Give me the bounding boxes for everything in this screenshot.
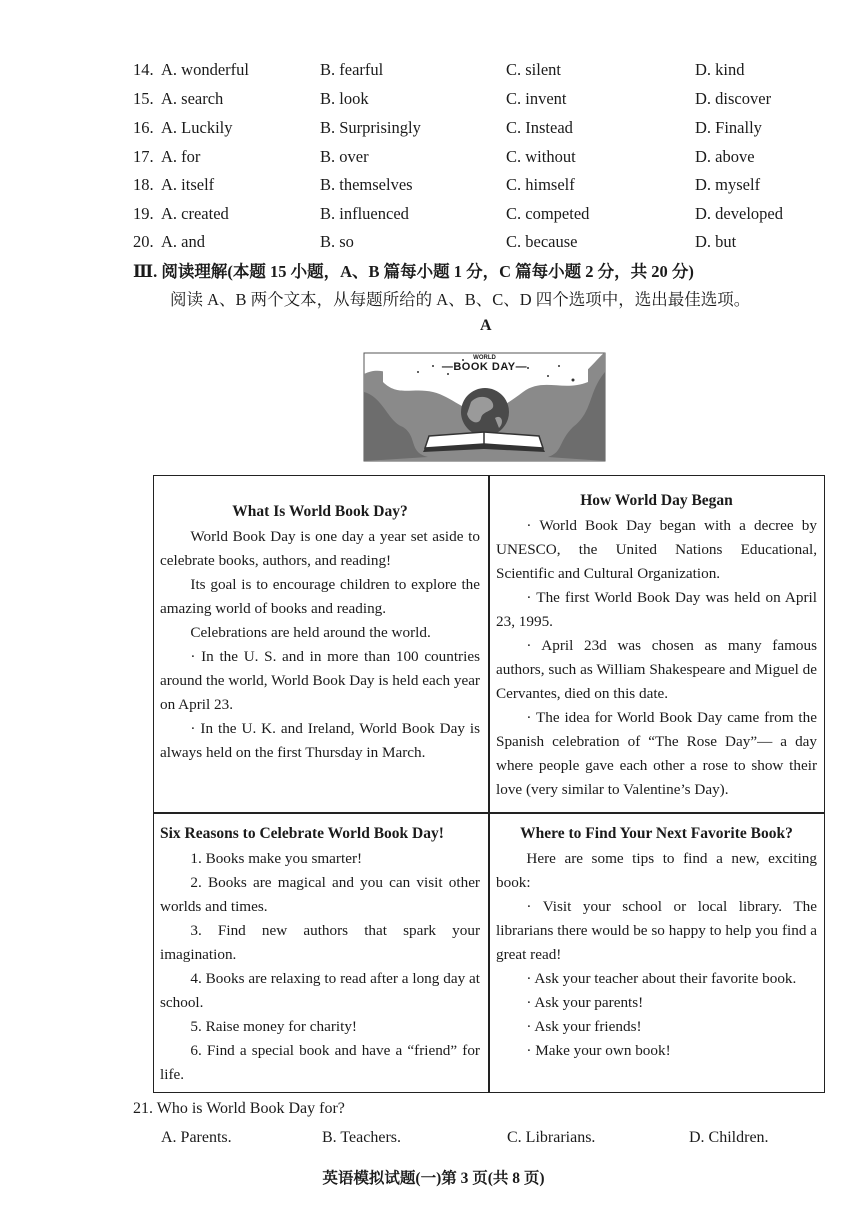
option-a-text: A. search: [161, 89, 224, 108]
question-option-b: B. Teachers.: [322, 1129, 401, 1146]
option-d: D. above: [695, 147, 755, 166]
page-footer: 英语模拟试题(一)第 3 页(共 8 页): [322, 1170, 545, 1187]
bullet: · In the U. S. and in more than 100 countries around the world, World Book Day is held each year on April 23.: [160, 648, 480, 713]
cell-title: What Is World Book Day?: [232, 503, 408, 520]
option-d: D. developed: [695, 204, 783, 223]
option-a-text: A. created: [161, 204, 229, 223]
bullet: · April 23d was chosen as many famous authors, such as William Shakespeare and Miguel de Cervantes, died on this date.: [496, 637, 817, 702]
option-a: 19.: [133, 204, 154, 223]
banner-title: [363, 352, 606, 373]
option-b: B. look: [320, 89, 369, 108]
list-item: 5. Raise money for charity!: [190, 1018, 357, 1035]
list-item: 4. Books are relaxing to read after a long day at school.: [160, 970, 480, 1011]
part-label: A: [480, 317, 492, 334]
section-instruction: 阅读 A、B 两个文本，从每题所给的 A、B、C、D 四个选项中，选出最佳选项。: [170, 290, 751, 309]
list-item: · Ask your teacher about their favorite book.: [526, 970, 797, 987]
option-c: C. silent: [506, 60, 562, 79]
question-stem: 21. Who is World Book Day for?: [133, 1100, 345, 1117]
list-item: · Ask your friends!: [526, 1018, 642, 1035]
question-option-c: C. Librarians.: [507, 1129, 596, 1146]
option-b: B. fearful: [320, 60, 384, 79]
list-item: 6. Find a special book and have a “friend” for life.: [160, 1042, 480, 1083]
question-option-a: A. Parents.: [161, 1129, 232, 1146]
list-item: 3. Find new authors that spark your imagination.: [160, 922, 480, 963]
option-c: C. himself: [506, 175, 575, 194]
option-d: D. myself: [695, 175, 761, 194]
world-book-day-banner: [363, 352, 606, 462]
option-a: 16.: [133, 118, 154, 137]
table-vertical-divider: [488, 475, 490, 1093]
option-b: B. Surprisingly: [320, 118, 421, 137]
list-item: · Visit your school or local library. The librarians there would be so happy to help you find a great read!: [496, 898, 817, 963]
option-a: 15.: [133, 89, 154, 108]
option-a-text: A. for: [161, 147, 201, 166]
paragraph: Its goal is to encourage children to explore the amazing world of books and reading.: [160, 576, 480, 617]
cell-title: How World Day Began: [580, 492, 733, 509]
section-heading: Ⅲ. 阅读理解(本题 15 小题，A、B 篇每小题 1 分，C 篇每小题 2 分，共 20 分): [133, 262, 694, 281]
option-a: 18.: [133, 175, 154, 194]
banner-big-text: —BOOK DAY—: [441, 361, 528, 373]
bullet: · In the U. K. and Ireland, World Book Day is always held on the first Thursday in March.: [160, 720, 480, 761]
option-d: D. kind: [695, 60, 745, 79]
option-b: B. over: [320, 147, 369, 166]
option-c: C. without: [506, 147, 576, 166]
paragraph: World Book Day is one day a year set aside to celebrate books, authors, and reading!: [160, 528, 480, 569]
option-b: B. themselves: [320, 175, 413, 194]
option-c: C. Instead: [506, 118, 573, 137]
paragraph: Here are some tips to find a new, exciting book:: [496, 850, 817, 891]
cell-title: Where to Find Your Next Favorite Book?: [520, 825, 793, 842]
cell-how-began: [496, 489, 817, 802]
bullet: · World Book Day began with a decree by UNESCO, the United Nations Educational, Scientific and Cultural Organization.: [496, 517, 817, 582]
option-a-text: A. and: [161, 232, 205, 251]
option-a: 17.: [133, 147, 154, 166]
option-a-text: A. itself: [161, 175, 215, 194]
table-horizontal-divider: [153, 812, 825, 814]
option-row-17: [0, 147, 867, 175]
option-row-20: [0, 232, 867, 260]
option-a-text: A. wonderful: [161, 60, 249, 79]
option-c: C. competed: [506, 204, 590, 223]
option-a: 20.: [133, 232, 154, 251]
option-row-16: [0, 118, 867, 146]
cell-what-is: [160, 500, 480, 765]
cell-six-reasons: [160, 822, 480, 1087]
list-item: 2. Books are magical and you can visit other worlds and times.: [160, 874, 480, 915]
cell-where-to-find: [496, 822, 817, 1063]
option-c: C. because: [506, 232, 578, 251]
list-item: · Ask your parents!: [526, 994, 644, 1011]
option-d: D. discover: [695, 89, 772, 108]
bullet: · The idea for World Book Day came from the Spanish celebration of “The Rose Day”— a day where people gave each other a rose to show their love (very similar to Valentine’s Day).: [496, 709, 817, 798]
paragraph: Celebrations are held around the world.: [190, 624, 431, 641]
bullet: · The first World Book Day was held on April 23, 1995.: [496, 589, 817, 630]
option-d: D. but: [695, 232, 737, 251]
option-a: 14.: [133, 60, 154, 79]
option-row-18: [0, 175, 867, 203]
option-row-15: [0, 89, 867, 117]
list-item: · Make your own book!: [526, 1042, 671, 1059]
option-row-19: [0, 204, 867, 232]
option-c: C. invent: [506, 89, 567, 108]
option-row-14: [0, 60, 867, 88]
option-b: B. influenced: [320, 204, 409, 223]
option-b: B. so: [320, 232, 354, 251]
banner-small-text: WORLD: [473, 355, 496, 361]
option-a-text: A. Luckily: [161, 118, 233, 137]
cell-title: Six Reasons to Celebrate World Book Day!: [160, 825, 444, 842]
question-option-d: D. Children.: [689, 1129, 769, 1146]
option-d: D. Finally: [695, 118, 762, 137]
list-item: 1. Books make you smarter!: [190, 850, 363, 867]
